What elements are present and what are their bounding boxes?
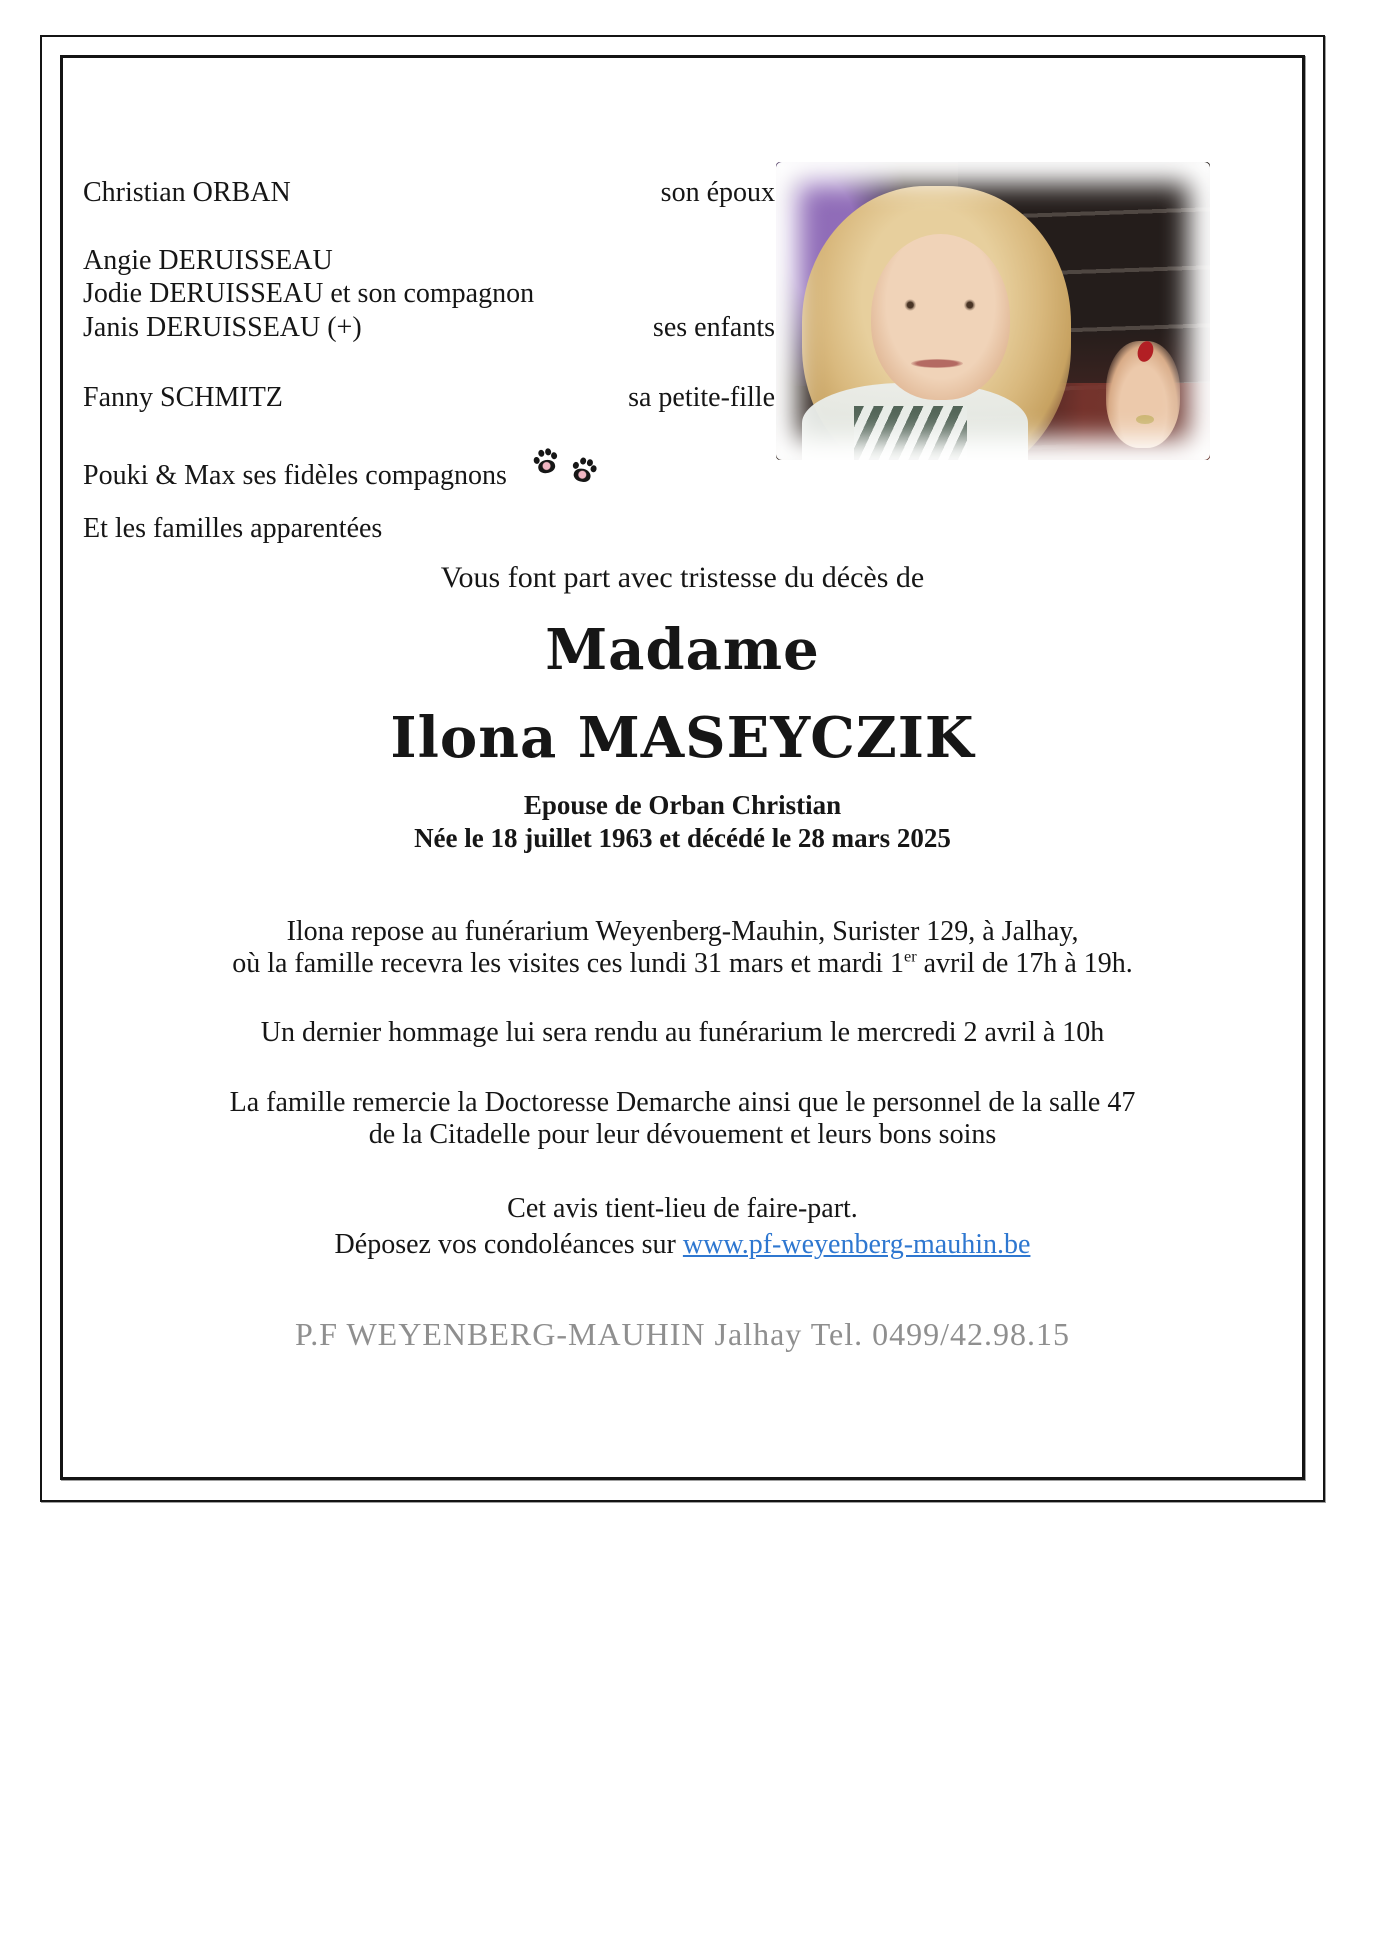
title-madame: Madame (545, 617, 820, 683)
deceased-portrait-photo (776, 162, 1210, 460)
husband-row (83, 176, 775, 210)
ordinal-superscript: er (903, 947, 917, 966)
child-row-3 (83, 311, 775, 345)
card-outer-border (40, 35, 1325, 1502)
granddaughter-name: Fanny SCHMITZ (83, 382, 283, 413)
families-row (83, 512, 775, 546)
condolences-line (63, 1229, 1302, 1261)
families-text: Et les familles apparentées (83, 513, 383, 544)
children-relation: ses enfants (652, 312, 775, 343)
thanks-line-2: de la Citadelle pour leur dévouement et leurs bons soins (368, 1119, 997, 1150)
thanks-line-1: La famille remercie la Doctoresse Demarche ainsi que le personnel de la salle 47 (229, 1087, 1136, 1118)
homage-line: Un dernier hommage lui sera rendu au funérarium le mercredi 2 avril à 10h (260, 1017, 1105, 1048)
husband-relation: son époux (660, 177, 775, 208)
visitation-line-1: Ilona repose au funérarium Weyenberg-Mauhin, Surister 129, à Jalhay, (286, 916, 1079, 947)
pets-text: Pouki & Max ses fidèles compagnons (83, 460, 507, 491)
condolences-prefix: Déposez vos condoléances sur (334, 1229, 683, 1260)
visitation-line-2: où la famille recevra les visites ces lundi 31 mars et mardi 1er avril de 17h à 19h. (232, 947, 1133, 979)
condolences-website-link[interactable]: www.pf-weyenberg-mauhin.be (682, 1229, 1031, 1260)
deceased-name: Ilona MASEYCZIK (390, 705, 975, 771)
granddaughter-relation: sa petite-fille (628, 382, 775, 413)
intro-line: Vous font part avec tristesse du décès de (440, 561, 925, 594)
pets-row (83, 459, 775, 493)
paw-pad (572, 467, 592, 484)
spouse-line: Epouse de Orban Christian (523, 790, 842, 820)
granddaughter-row (83, 381, 775, 415)
child-row-1 (83, 244, 775, 278)
dates-line: Née le 18 juillet 1963 et décédé le 28 mars 2025 (414, 823, 951, 853)
announcement-card (63, 58, 1302, 1477)
paw-print-icon (528, 443, 564, 479)
funeral-home-footer: P.F WEYENBERG-MAUHIN Jalhay Tel. 0499/42.98.15 (295, 1316, 1070, 1352)
notice-line: Cet avis tient-lieu de faire-part. (507, 1193, 858, 1224)
photo-feathered-edge (776, 162, 1210, 460)
card-inner-border (60, 55, 1305, 1480)
child-name-2: Jodie DERUISSEAU et son compagnon (83, 278, 535, 309)
child-name-3: Janis DERUISSEAU (+) (83, 312, 362, 343)
child-name-1: Angie DERUISSEAU (83, 245, 333, 276)
child-row-2 (83, 277, 775, 311)
thanks-paragraph (63, 1087, 1302, 1151)
visitation-paragraph (63, 916, 1302, 980)
husband-name: Christian ORBAN (83, 177, 291, 208)
